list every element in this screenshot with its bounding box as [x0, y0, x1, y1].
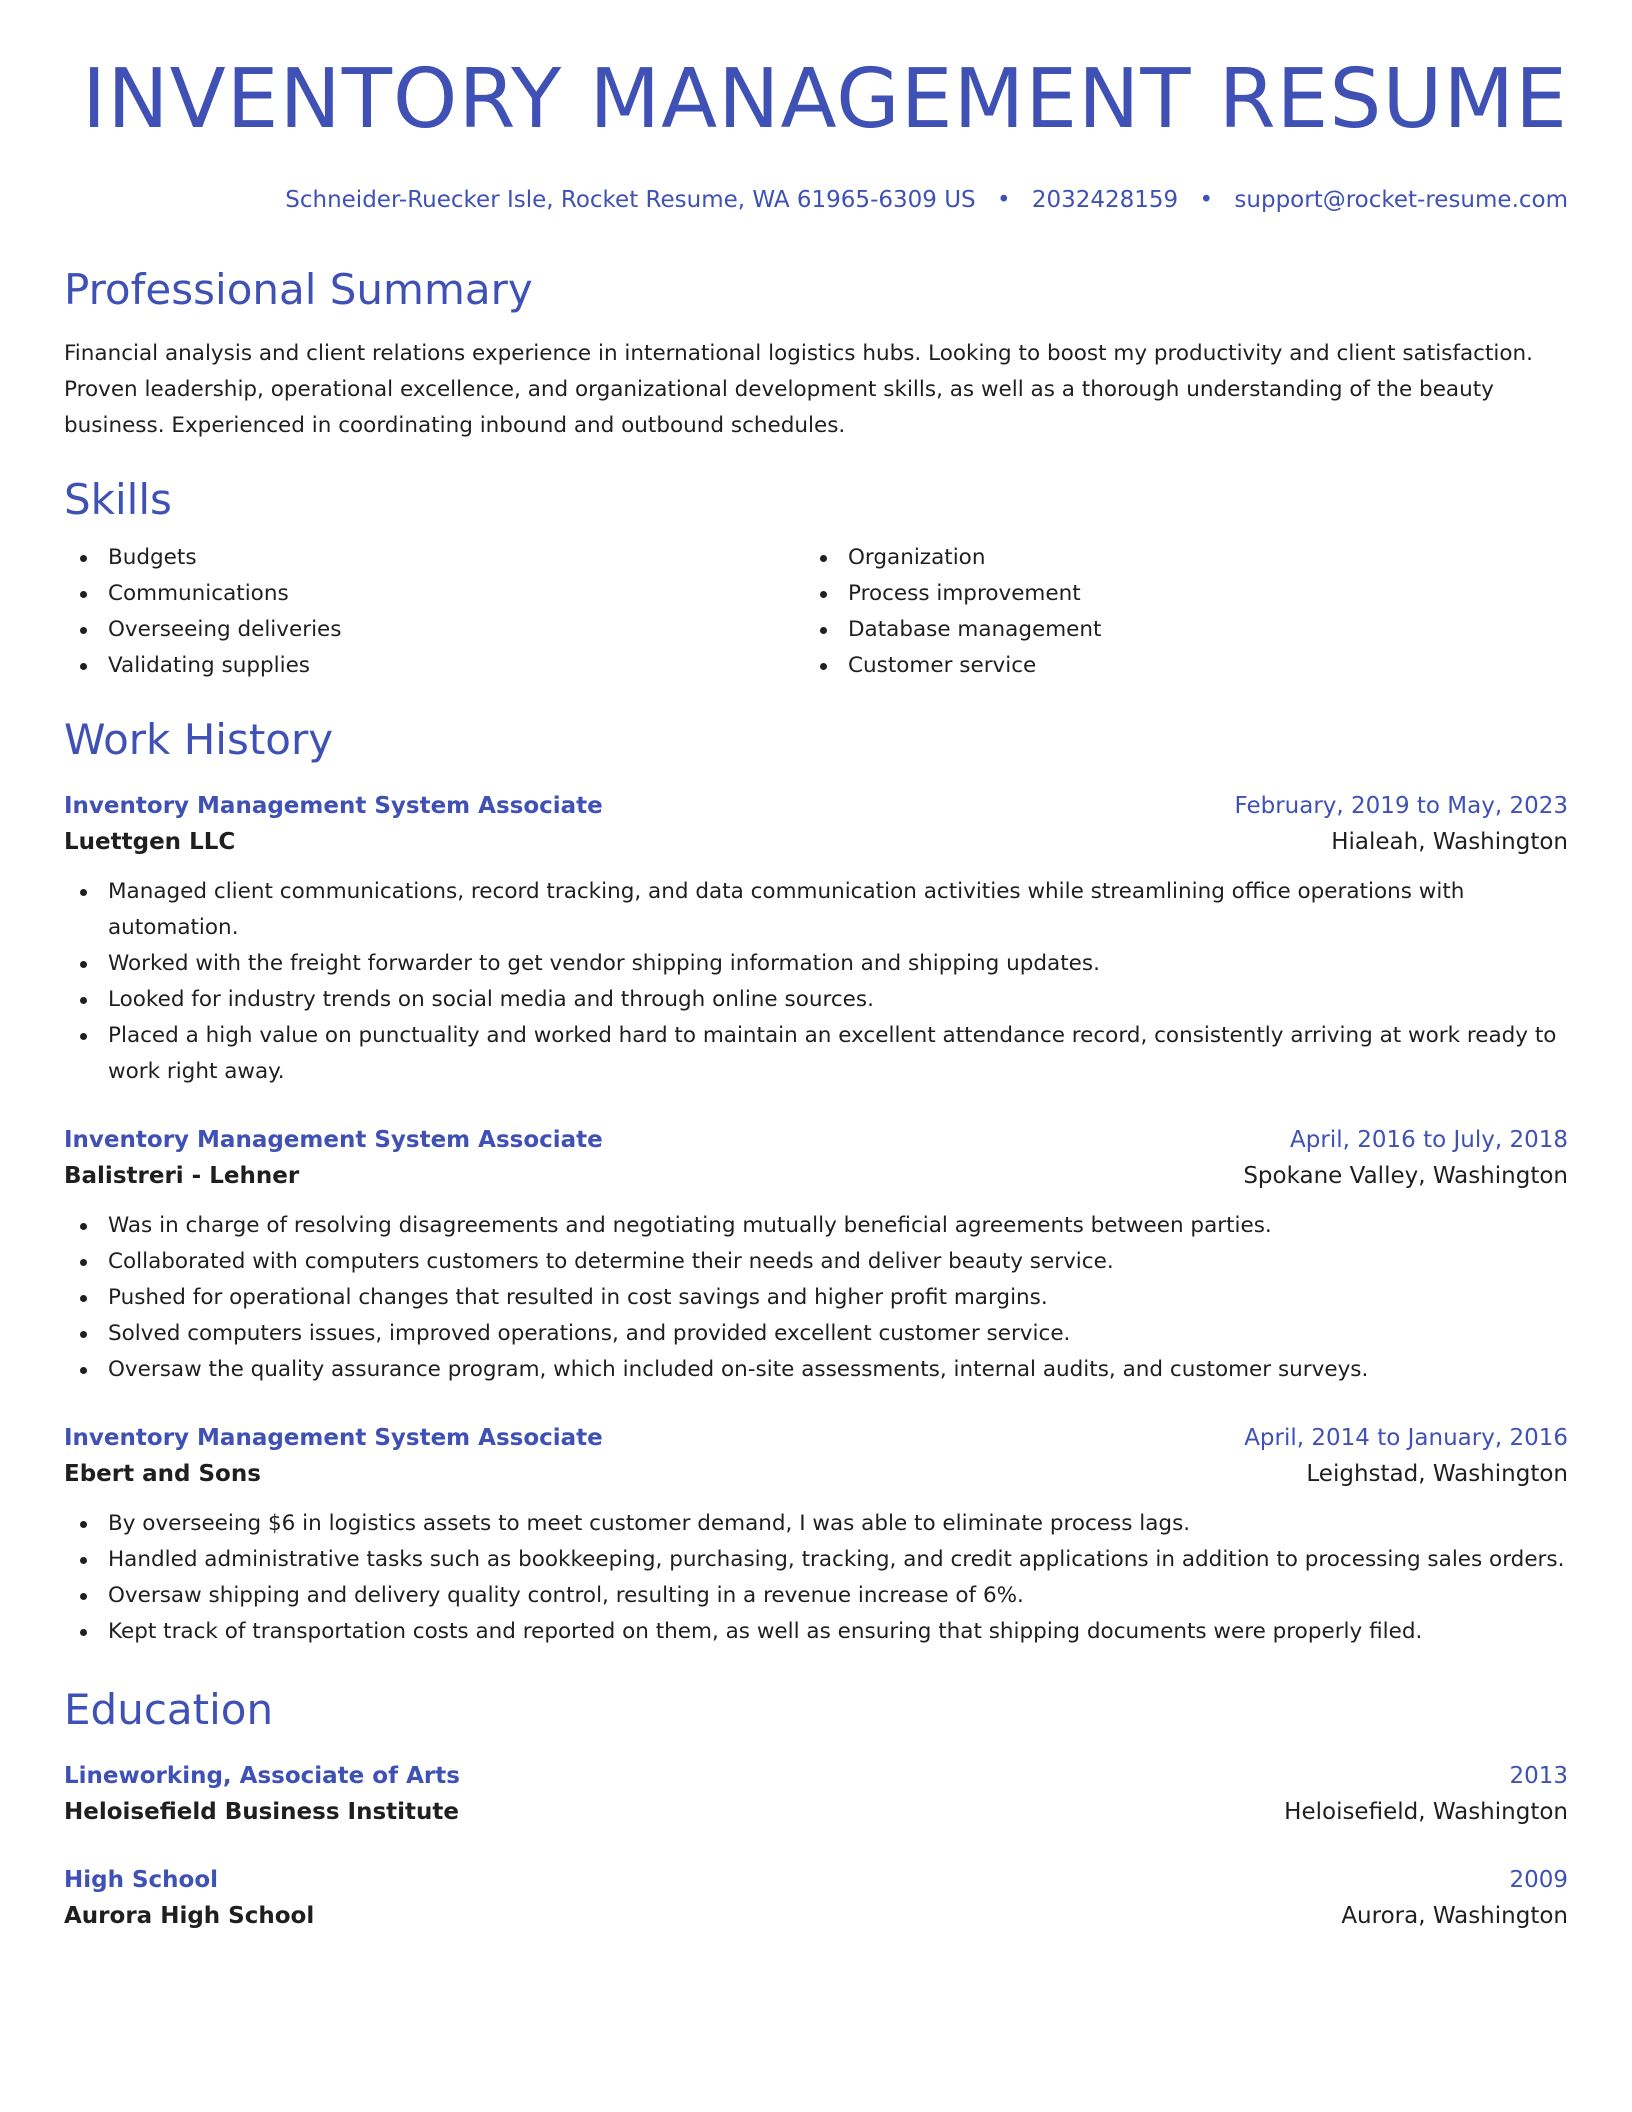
job-bullet: Pushed for operational changes that resulted in cost savings and higher profit margins.	[64, 1280, 1568, 1316]
skills-section	[64, 474, 1568, 684]
job-dates: April, 2016 to July, 2018	[1290, 1127, 1568, 1153]
job-bullet: Solved computers issues, improved operations, and provided excellent customer service.	[64, 1316, 1568, 1352]
job-entry	[64, 788, 1568, 1090]
contact-address: Schneider-Ruecker Isle, Rocket Resume, WA 61965-6309 US	[285, 187, 976, 213]
summary-heading: Professional Summary	[64, 265, 533, 314]
job-header-row	[64, 1122, 1568, 1158]
contact-line	[64, 184, 1568, 216]
skills-list-right	[804, 540, 1544, 684]
job-location: Spokane Valley, Washington	[1243, 1163, 1568, 1189]
skill-item: Overseeing deliveries	[64, 612, 804, 648]
resume-title: INVENTORY MANAGEMENT RESUME	[82, 52, 1568, 147]
job-location: Leighstad, Washington	[1306, 1461, 1568, 1487]
skills-heading: Skills	[64, 475, 172, 524]
education-header-row	[64, 1862, 1568, 1898]
skills-columns	[64, 540, 1568, 684]
job-bullet: Oversaw shipping and delivery quality control, resulting in a revenue increase of 6%.	[64, 1578, 1568, 1614]
job-role: Inventory Management System Associate	[64, 793, 603, 819]
education-header-row	[64, 1758, 1568, 1794]
job-bullet: Oversaw the quality assurance program, which included on-site assessments, internal audits, and customer surveys.	[64, 1352, 1568, 1388]
job-bullets	[64, 1208, 1568, 1388]
job-bullet: Collaborated with computers customers to determine their needs and deliver beauty service.	[64, 1244, 1568, 1280]
education-school: Aurora High School	[64, 1903, 315, 1929]
job-role: Inventory Management System Associate	[64, 1425, 603, 1451]
job-entry	[64, 1420, 1568, 1650]
job-location: Hialeah, Washington	[1331, 829, 1568, 855]
education-year: 2009	[1509, 1867, 1568, 1893]
job-bullets	[64, 874, 1568, 1090]
education-degree: High School	[64, 1867, 219, 1893]
contact-separator: •	[996, 187, 1011, 213]
job-company: Luettgen LLC	[64, 829, 236, 855]
job-company-row	[64, 1456, 1568, 1492]
skill-item: Customer service	[804, 648, 1544, 684]
education-year: 2013	[1509, 1763, 1568, 1789]
education-entry	[64, 1758, 1568, 1830]
job-header-row	[64, 788, 1568, 824]
job-entry	[64, 1122, 1568, 1388]
job-bullet: Kept track of transportation costs and reported on them, as well as ensuring that shipping documents were properly filed.	[64, 1614, 1568, 1650]
job-dates: February, 2019 to May, 2023	[1234, 793, 1568, 819]
job-company-row	[64, 824, 1568, 860]
education-degree: Lineworking, Associate of Arts	[64, 1763, 460, 1789]
skill-item: Budgets	[64, 540, 804, 576]
job-dates: April, 2014 to January, 2016	[1244, 1425, 1568, 1451]
job-bullet: Was in charge of resolving disagreements and negotiating mutually beneficial agreements between parties.	[64, 1208, 1568, 1244]
skill-item: Validating supplies	[64, 648, 804, 684]
education-school-row	[64, 1794, 1568, 1830]
job-role: Inventory Management System Associate	[64, 1127, 603, 1153]
education-location: Aurora, Washington	[1341, 1903, 1568, 1929]
education-heading: Education	[64, 1685, 274, 1734]
summary-section	[64, 264, 1568, 444]
resume-header	[64, 0, 1568, 216]
job-company-row	[64, 1158, 1568, 1194]
skill-item: Database management	[804, 612, 1544, 648]
summary-text: Financial analysis and client relations experience in international logistics hubs. Looking to boost my productivity and client satisfaction. Proven leadership, operational excellence, and organizational development skills, as well as a thorough understanding of the beauty business. Experienced in coordinating inbound and outbound schedules.	[64, 341, 1533, 438]
job-bullet: Placed a high value on punctuality and worked hard to maintain an excellent attendance record, consistently arriving at work ready to work right away.	[64, 1018, 1568, 1090]
contact-email: support@rocket-resume.com	[1234, 187, 1568, 213]
job-company: Balistreri - Lehner	[64, 1163, 300, 1189]
job-bullet: Managed client communications, record tracking, and data communication activities while streamlining office operations with automation.	[64, 874, 1568, 946]
job-bullets	[64, 1506, 1568, 1650]
skill-item: Process improvement	[804, 576, 1544, 612]
skill-item: Organization	[804, 540, 1544, 576]
job-bullet: Looked for industry trends on social media and through online sources.	[64, 982, 1568, 1018]
job-bullet: By overseeing $6 in logistics assets to meet customer demand, I was able to eliminate process lags.	[64, 1506, 1568, 1542]
education-section	[64, 1684, 1568, 1934]
education-location: Heloisefield, Washington	[1284, 1799, 1568, 1825]
job-header-row	[64, 1420, 1568, 1456]
education-entry	[64, 1862, 1568, 1934]
job-bullet: Handled administrative tasks such as bookkeeping, purchasing, tracking, and credit applications in addition to processing sales orders.	[64, 1542, 1568, 1578]
education-school-row	[64, 1898, 1568, 1934]
education-school: Heloisefield Business Institute	[64, 1799, 460, 1825]
work-history-heading: Work History	[64, 715, 334, 764]
contact-phone: 2032428159	[1031, 187, 1179, 213]
skills-list-left	[64, 540, 804, 684]
job-bullet: Worked with the freight forwarder to get vendor shipping information and shipping updates.	[64, 946, 1568, 982]
job-company: Ebert and Sons	[64, 1461, 261, 1487]
work-history-section	[64, 714, 1568, 1650]
contact-separator: •	[1199, 187, 1214, 213]
skill-item: Communications	[64, 576, 804, 612]
